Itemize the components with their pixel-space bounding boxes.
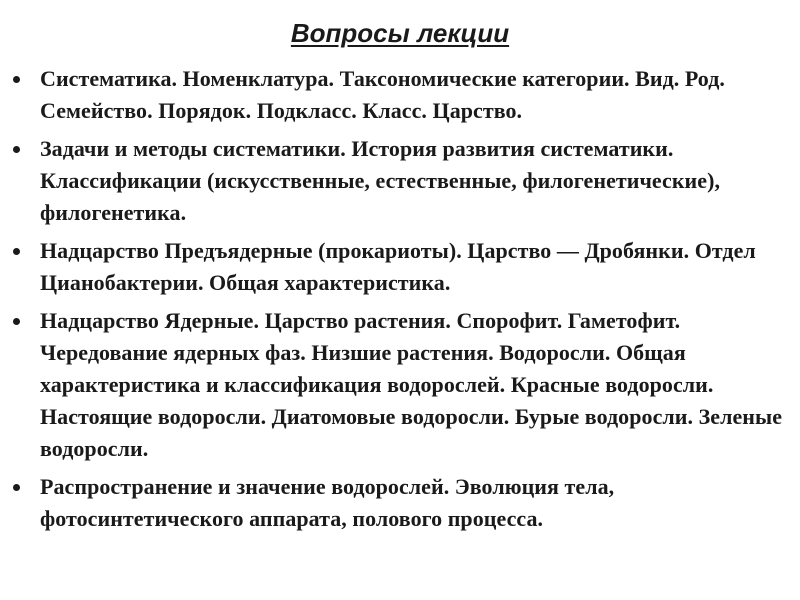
bullet-item-eukaryotes: Надцарство Ядерные. Царство растения. Спорофит. Гаметофит. Чередование ядерных фаз. Низшие растения. Водоросли. Общая характеристика и классификация водорослей. Красные водоросли. Настоящие водоросли. Диатомовые водоросли. Бурые водоросли. Зеленые водоросли. <box>0 305 800 465</box>
bullet-list <box>0 63 800 541</box>
bullet-item-prokaryotes: Надцарство Предъядерные (прокариоты). Царство — Дробянки. Отдел Цианобактерии. Общая характеристика. <box>0 235 800 299</box>
bullet-item-algae-evolution: Распространение и значение водорослей. Эволюция тела, фотосинтетического аппарата, полового процесса. <box>0 471 800 535</box>
slide-title: Вопросы лекции <box>290 18 510 48</box>
bullet-item-methods: Задачи и методы систематики. История развития систематики. Классификации (искусственные, естественные, филогенетические), филогенетика. <box>0 133 800 229</box>
bullet-item-systematics: Систематика. Номенклатура. Таксономические категории. Вид. Род. Семейство. Порядок. Подкласс. Класс. Царство. <box>0 63 800 127</box>
